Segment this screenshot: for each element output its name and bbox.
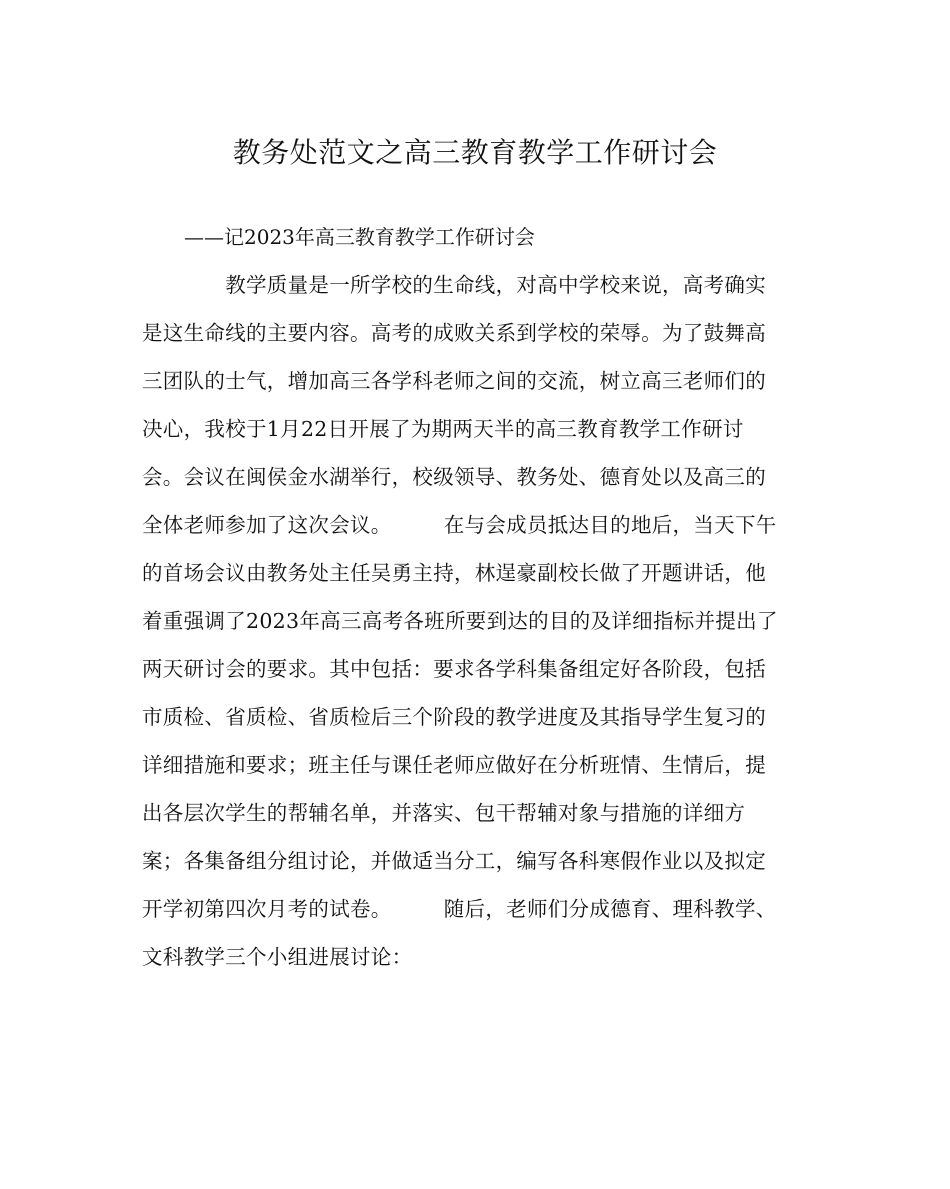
paragraph-line: 开学初第四次月考的试卷。 随后，老师们分成德育、理科教学、 xyxy=(142,897,777,921)
paragraph-line: 着重强调了2023年高三高考各班所要到达的目的及详细指标并提出了 xyxy=(142,609,778,633)
paragraph-line: 三团队的士气，增加高三各学科老师之间的交流，树立高三老师们的 xyxy=(142,369,766,393)
paragraph-line: 案；各集备组分组讨论，并做适当分工，编写各科寒假作业以及拟定 xyxy=(142,849,766,873)
paragraph-line: 是这生命线的主要内容。高考的成败关系到学校的荣辱。为了鼓舞高 xyxy=(142,321,766,345)
paragraph-line: 决心，我校于1月22日开展了为期两天半的高三教育教学工作研讨 xyxy=(142,417,744,441)
paragraph-line: 详细措施和要求；班主任与课任老师应做好在分析班情、生情后，提 xyxy=(142,753,766,777)
paragraph-line: 两天研讨会的要求。其中包括：要求各学科集备组定好各阶段，包括 xyxy=(142,657,766,681)
paragraph-line: 文科教学三个小组进展讨论： xyxy=(142,945,413,969)
document-title: 教务处范文之高三教育教学工作研讨会 xyxy=(232,136,718,169)
paragraph-line: 会。会议在闽侯金水湖举行，校级领导、教务处、德育处以及高三的 xyxy=(142,465,766,489)
paragraph-line: 教学质量是一所学校的生命线，对高中学校来说，高考确实 xyxy=(142,273,766,297)
paragraph-line: 出各层次学生的帮辅名单，并落实、包干帮辅对象与措施的详细方 xyxy=(142,801,746,825)
paragraph-line: 的首场会议由教务处主任吴勇主持，林逞豪副校长做了开题讲话，他 xyxy=(142,561,766,585)
document-subtitle: ——记2023年高三教育教学工作研讨会 xyxy=(184,225,535,249)
paragraph-line: 全体老师参加了这次会议。 在与会成员抵达目的地后，当天下午 xyxy=(142,513,777,537)
paragraph-line: 市质检、省质检、省质检后三个阶段的教学进度及其指导学生复习的 xyxy=(142,705,766,729)
